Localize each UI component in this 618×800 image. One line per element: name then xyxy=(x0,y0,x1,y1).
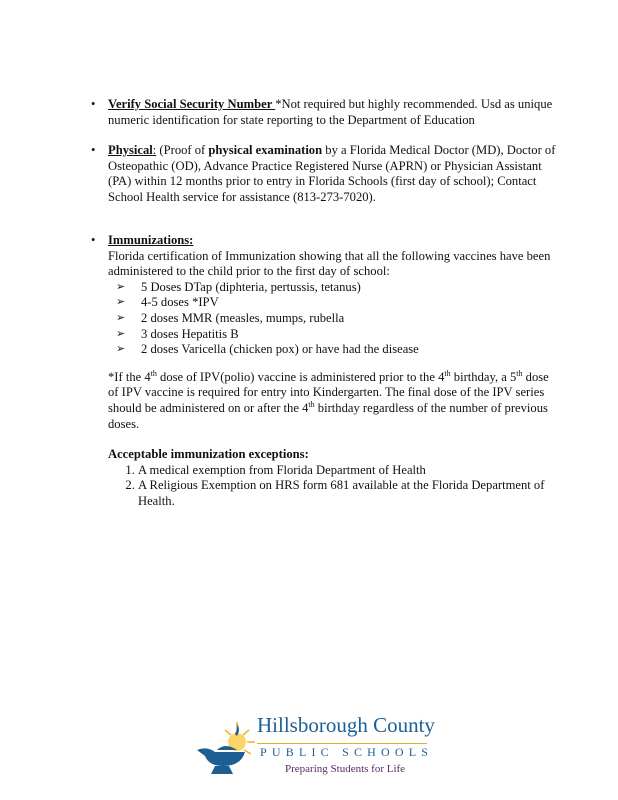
list-item: 2. A Religious Exemption on HRS form 681 available at the Florida Department of Health. xyxy=(138,478,558,509)
list-item: ➢ 3 doses Hepatitis B xyxy=(116,327,558,343)
note-text: *If the 4 xyxy=(108,369,151,384)
physical-text-2: by a Florida Medical Doctor (MD), Doctor of Osteopathic (OD), Advance Practice Registered Nurse (APRN) or Physician Assistant (PA) within 12 months prior to entry in Florida Schools (first day of school); Contact School Health service for assistance (813-273-7020). xyxy=(108,143,556,204)
physical-heading: Physical xyxy=(108,143,153,157)
physical-item xyxy=(91,143,558,205)
lamp-icon xyxy=(195,720,257,780)
sup: th xyxy=(444,368,451,378)
ssn-text: *Not required but highly recommended. Usd as unique numeric identification for state reporting to the Department of Education xyxy=(108,97,553,127)
list-item: 1. A medical exemption from Florida Department of Health xyxy=(138,463,558,479)
sup: th xyxy=(308,399,315,409)
exceptions-list xyxy=(108,463,558,510)
logo-title: Hillsborough County xyxy=(257,713,435,737)
physical-text: (Proof of xyxy=(156,143,209,157)
sup: th xyxy=(516,368,523,378)
bullet: • xyxy=(91,97,96,111)
vaccine-list xyxy=(108,280,558,358)
note-text: birthday regardless of the number of previous doses. xyxy=(108,400,548,431)
sup: th xyxy=(150,368,157,378)
immunizations-intro: Florida certification of Immunization showing that all the following vaccines have been administered to the child prior to the first day of school: xyxy=(108,248,551,279)
logo-tagline: Preparing Students for Life xyxy=(285,763,406,775)
note-text: dose of IPV vaccine is required for entry into Kindergarten. The final dose of the IPV series should be administered on or after the 4 xyxy=(108,369,549,415)
list-item: ➢ 5 Doses DTap (diphteria, pertussis, tetanus) xyxy=(116,280,558,296)
list-item: ➢ 4-5 doses *IPV xyxy=(116,295,558,311)
immunizations-heading: Immunizations: xyxy=(108,233,194,247)
ipv-note xyxy=(108,370,558,432)
list-item: ➢ 2 doses Varicella (chicken pox) or have had the disease xyxy=(116,342,558,358)
note-text: birthday, a 5 xyxy=(450,369,517,384)
bullet: • xyxy=(91,143,96,157)
note-text: dose of IPV(polio) vaccine is administered prior to the 4 xyxy=(156,369,445,384)
ssn-item xyxy=(91,97,558,128)
logo-subtitle: PUBLIC SCHOOLS xyxy=(260,745,434,759)
hillsborough-logo xyxy=(195,713,435,780)
ssn-heading: Verify Social Security Number xyxy=(108,97,276,111)
physical-bold: physical examination xyxy=(208,143,323,157)
logo-rule xyxy=(257,743,427,744)
exceptions-heading: Acceptable immunization exceptions: xyxy=(108,447,309,462)
list-item: ➢ 2 doses MMR (measles, mumps, rubella xyxy=(116,311,558,327)
bullet: • xyxy=(91,233,96,247)
colon: : xyxy=(152,143,157,157)
immunizations-item xyxy=(91,233,558,510)
